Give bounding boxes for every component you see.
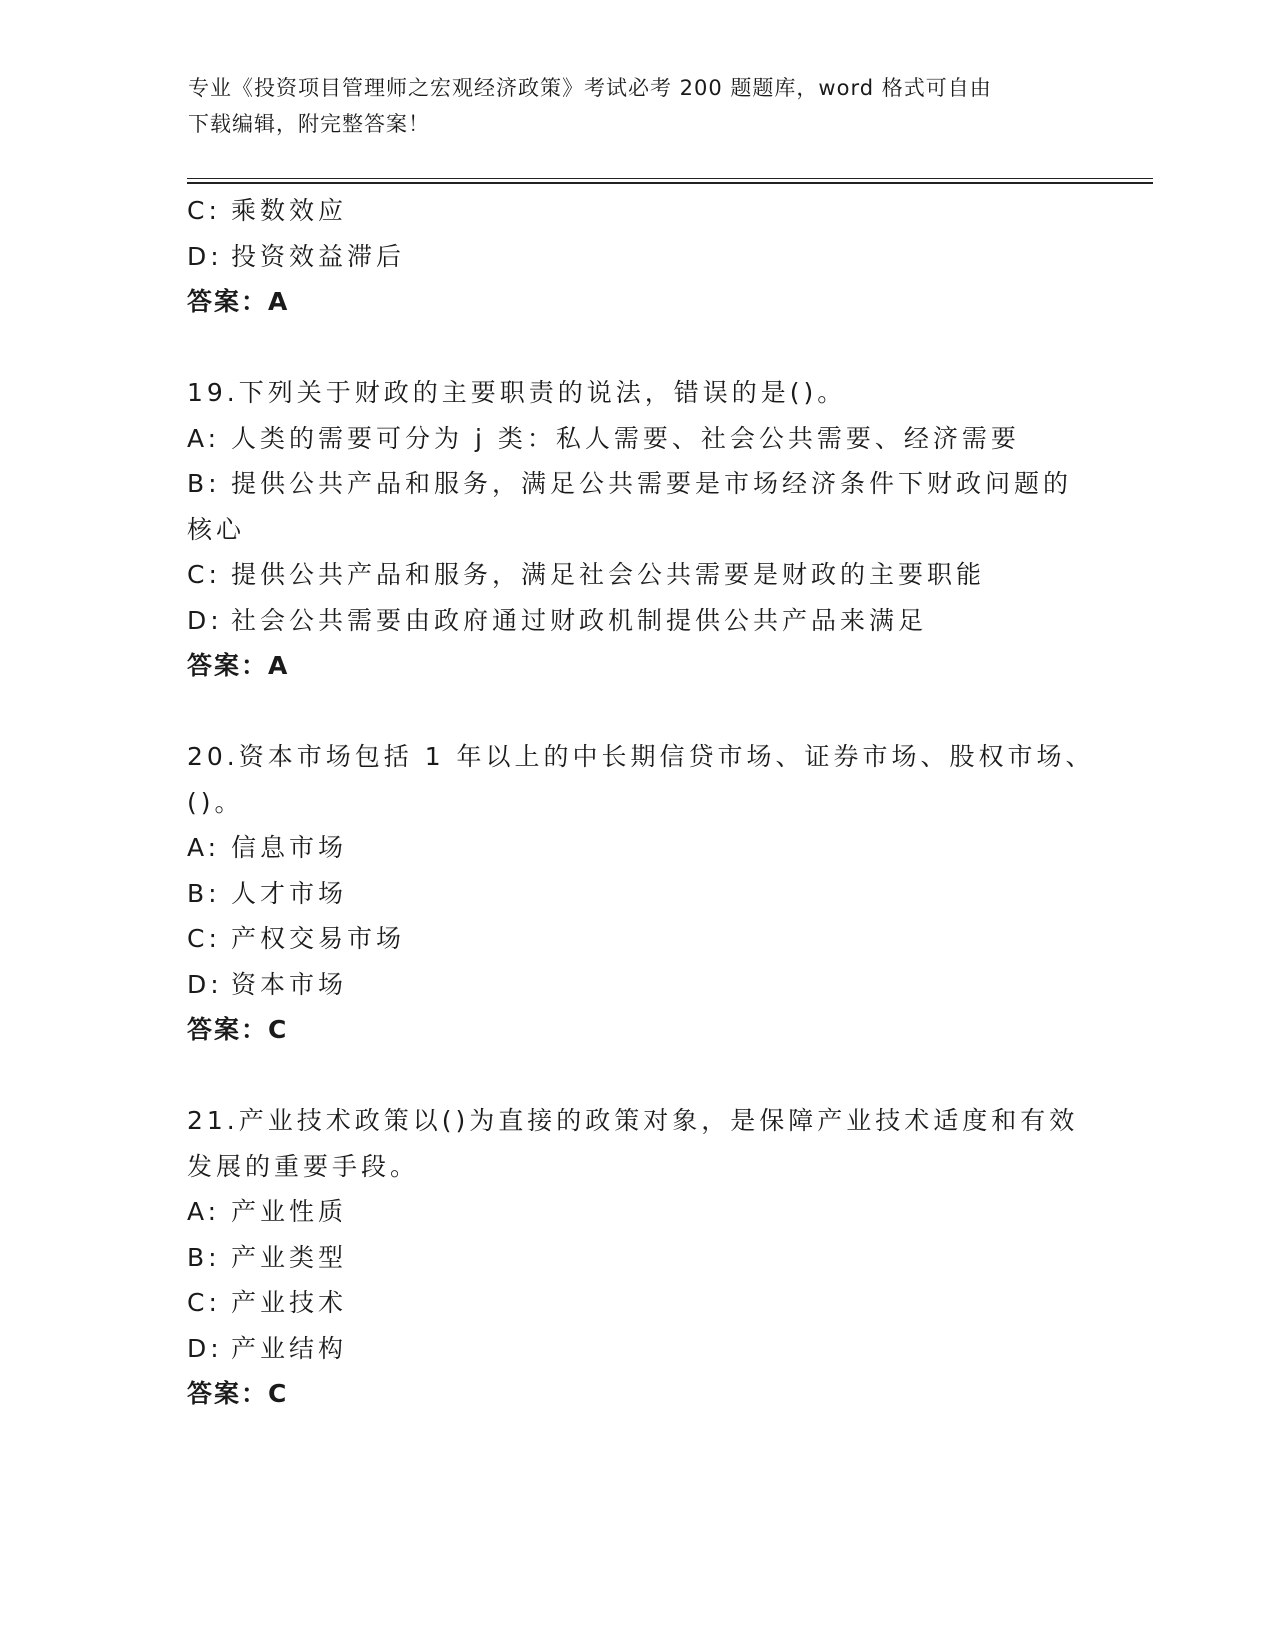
answer: 答案：C [187,1015,289,1044]
question-stem: 19.下列关于财政的主要职责的说法，错误的是()。 [187,378,847,407]
document-header [188,70,1068,142]
option-text: 社会公共需要由政府通过财政机制提供公共产品来满足 [231,605,928,635]
option-b-continuation: 核心 [187,514,246,544]
option-label: A: [187,423,221,453]
option-b [187,461,1087,507]
option-d [187,1326,1087,1372]
option-c [187,552,1087,598]
option-d [187,234,1087,280]
option-label: A: [187,833,221,862]
header-line-1: 专业《投资项目管理师之宏观经济政策》考试必考 200 题题库，word 格式可自由 [188,76,992,100]
question-content [187,188,1095,1417]
option-text: 产业性质 [231,1197,348,1226]
option-d [187,962,1087,1008]
option-label: D: [187,241,223,271]
header-divider-thick [187,182,1153,184]
option-c [187,916,1087,962]
option-text: 人类的需要可分为 j 类：私人需要、社会公共需要、经济需要 [231,423,1020,453]
option-label: B: [187,469,221,498]
option-text: 产业技术 [231,1288,348,1317]
option-label: C: [187,1288,221,1317]
option-text: 产权交易市场 [231,924,406,953]
option-label: D: [187,605,223,635]
option-label: B: [187,1242,221,1272]
question-stem: 21.产业技术政策以()为直接的政策对象，是保障产业技术适度和有效 [187,1106,1079,1135]
question-stem-continuation: ()。 [187,787,244,817]
answer: 答案：A [187,651,290,680]
option-a [187,1189,1087,1235]
option-text: 人才市场 [231,878,348,908]
option-text: 信息市场 [231,833,348,862]
option-text: 提供公共产品和服务，满足公共需要是市场经济条件下财政问题的 [231,469,1073,498]
option-b [187,871,1087,917]
option-d [187,598,1087,644]
option-label: A: [187,1197,221,1226]
option-label: D: [187,1333,223,1363]
option-c [187,1280,1087,1326]
option-label: D: [187,969,223,999]
answer: 答案：C [187,1379,289,1408]
answer: 答案：A [187,287,290,316]
option-text: 乘数效应 [231,196,348,225]
option-label: C: [187,924,221,953]
option-text: 提供公共产品和服务，满足社会公共需要是财政的主要职能 [231,560,986,589]
option-text: 产业结构 [231,1333,348,1363]
question-stem-continuation: 发展的重要手段。 [187,1151,420,1181]
option-label: C: [187,196,221,225]
option-a [187,416,1087,462]
option-label: B: [187,878,221,908]
option-text: 资本市场 [231,969,348,999]
header-line-2: 下载编辑，附完整答案！ [188,112,430,136]
option-c [187,188,1087,234]
option-text: 产业类型 [231,1242,348,1272]
option-text: 投资效益滞后 [231,241,406,271]
question-stem: 20.资本市场包括 1 年以上的中长期信贷市场、证券市场、股权市场、 [187,742,1095,771]
header-divider-thin [187,178,1153,179]
option-label: C: [187,560,221,589]
option-a [187,825,1087,871]
option-b [187,1235,1087,1281]
